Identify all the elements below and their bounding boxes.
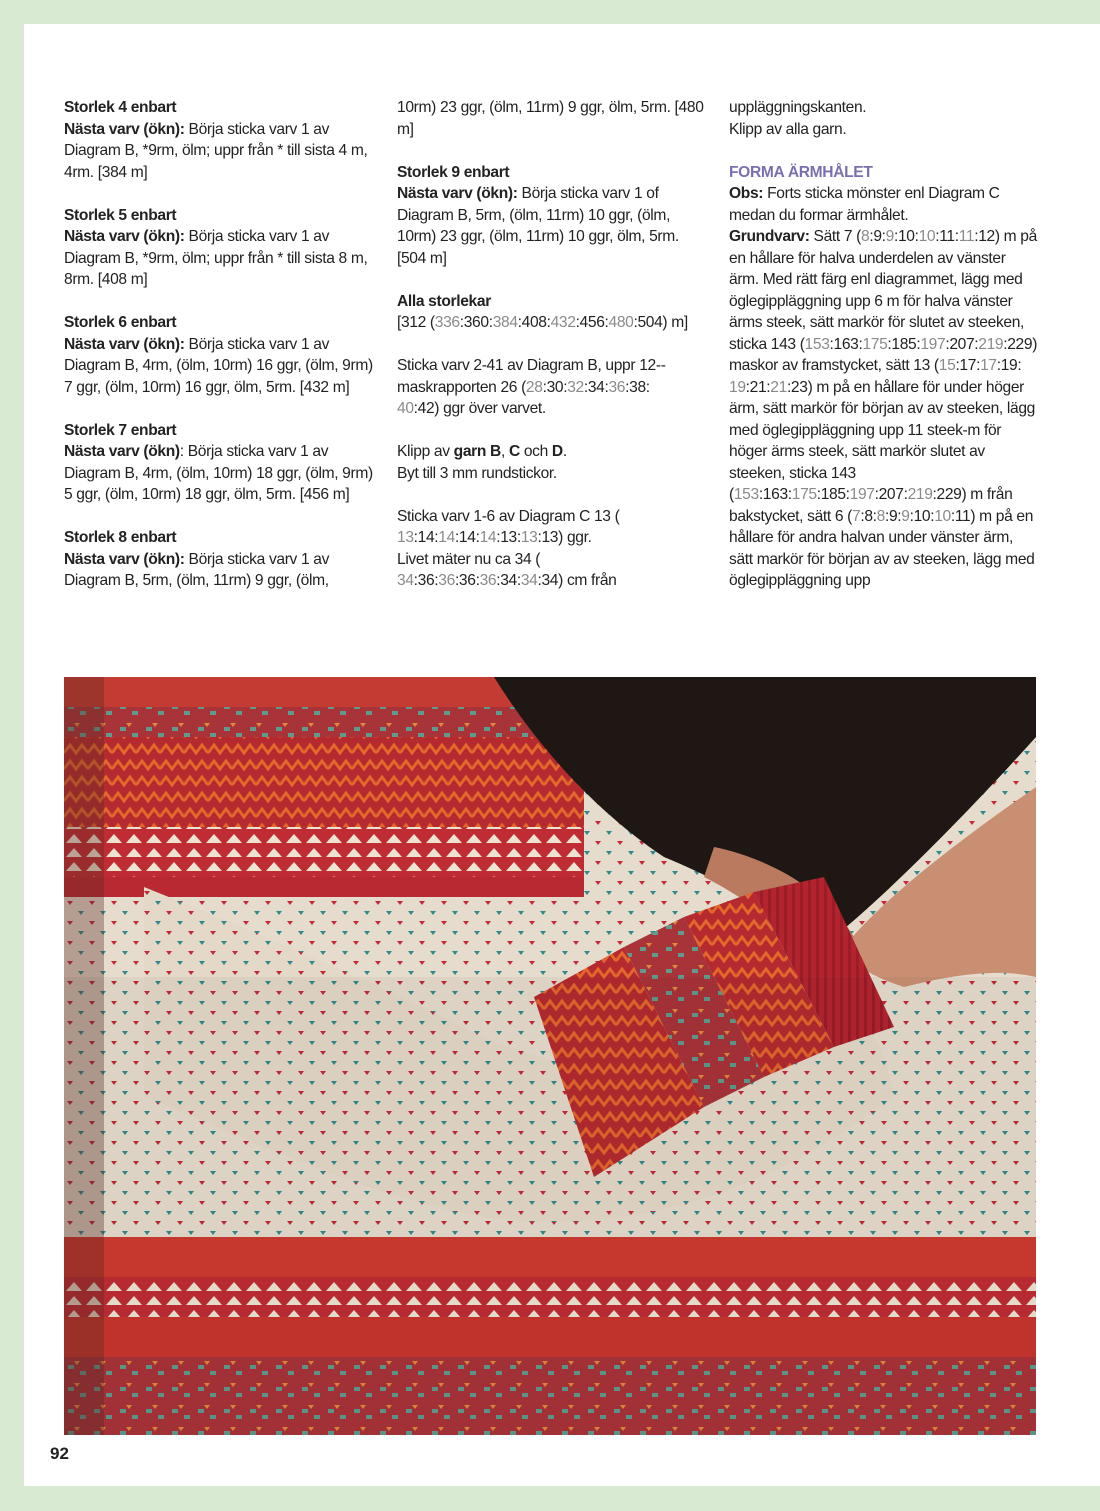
sweater-illustration bbox=[64, 677, 1036, 1435]
size-6-heading: Storlek 6 enbart bbox=[64, 314, 177, 331]
cut-yarn-text: Klipp av bbox=[397, 443, 454, 460]
text-column-3 bbox=[729, 97, 1039, 592]
size-value: 197 bbox=[849, 486, 875, 503]
yarn-c-label: C bbox=[508, 443, 520, 460]
size-value: 8 bbox=[876, 507, 885, 525]
next-row-label: Nästa varv (ökn): bbox=[64, 550, 185, 568]
size-value: 11 bbox=[954, 507, 971, 525]
size-9-paragraph bbox=[397, 162, 707, 270]
size-value: 9 bbox=[885, 228, 894, 245]
size-value: 23 bbox=[790, 378, 808, 396]
size-value: 19 bbox=[729, 378, 746, 396]
size-value: 13 bbox=[397, 529, 414, 546]
size-8-instructions-continued: 10rm) 23 ggr, (ölm, 11rm) 9 ggr, ölm, 5rm. [480 m] bbox=[397, 99, 704, 138]
size-value: 185 bbox=[891, 335, 917, 353]
size-value: 14 bbox=[417, 529, 435, 546]
size-value: 175 bbox=[791, 486, 817, 503]
base-row-text: ) m på en hållare för halva underdelen av vänster ärm. Med rätt färg enl diagrammet, lägg med öglegippläggning upp 6 m för halva vänster ärms steek, sätt markör för slutet av steeken, sticka 143 ( bbox=[729, 228, 1037, 353]
size-value: 229 bbox=[936, 486, 962, 503]
size-9-instructions: Börja sticka varv 1 of Diagram B, 5rm, (ölm, 11rm) 10 ggr, (ölm, 10rm) 23 ggr, (ölm, 11rm) 10 ggr, ölm, 5rm. [504 m] bbox=[397, 185, 679, 267]
size-value: 13 bbox=[500, 529, 517, 546]
obs-text: Forts sticka mönster enl Diagram C medan du formar ärmhålet. bbox=[729, 185, 1000, 224]
text-column-1 bbox=[64, 97, 374, 592]
separator: . bbox=[562, 443, 567, 460]
size-value: 17 bbox=[980, 357, 997, 374]
size-value: 11 bbox=[958, 228, 975, 245]
size-value: 14 bbox=[438, 529, 455, 546]
size-value: 153 bbox=[733, 486, 759, 503]
size-value: 36 bbox=[417, 572, 435, 589]
diagram-c-text-end: ) ggr. bbox=[558, 529, 592, 546]
size-value: 36 bbox=[458, 572, 476, 589]
size-value: 229 bbox=[1007, 335, 1033, 353]
size-7-heading: Storlek 7 enbart bbox=[64, 421, 177, 439]
section-heading: FORMA ÄRMHÅLET bbox=[729, 163, 873, 181]
size-8-paragraph bbox=[64, 527, 374, 592]
size-value: 408 bbox=[521, 314, 547, 331]
size-value: 42 bbox=[417, 400, 435, 417]
size-value: 11 bbox=[939, 228, 955, 245]
rows-2-41-text: Sticka varv 2-41 av Diagram B, uppr 12--maskrapporten 26 ( bbox=[397, 357, 666, 396]
obs-label: Obs: bbox=[729, 185, 764, 202]
size-value: 163 bbox=[762, 486, 788, 503]
size-value: 185 bbox=[820, 486, 846, 503]
size-value: 384 bbox=[492, 314, 518, 331]
size-value: 175 bbox=[862, 335, 888, 353]
size-value: 432 bbox=[550, 314, 576, 331]
size-value: 40 bbox=[397, 400, 414, 417]
diagram-c-text: Sticka varv 1-6 av Diagram C 13 ( bbox=[397, 507, 620, 525]
size-value: 480 bbox=[608, 314, 634, 331]
change-needles-text: Byt till 3 mm rundstickor. bbox=[397, 464, 557, 482]
base-row-text: ) m på en hållare för andra halvan under vänster ärm, sätt markör för början av av steeken, lägg med öglegippläggning upp bbox=[729, 507, 1035, 589]
size-6-instructions: Börja sticka varv 1 av Diagram B, 4rm, (ölm, 10rm) 16 ggr, (ölm, 9rm) 7 ggr, (ölm, 10rm) 16 ggr, ölm, 5rm. [432 m] bbox=[64, 335, 373, 396]
size-value: 34 bbox=[587, 378, 605, 396]
size-value: 34 bbox=[500, 572, 517, 589]
size-value: 13 bbox=[520, 529, 538, 546]
size-5-heading: Storlek 5 enbart bbox=[64, 206, 177, 224]
base-row-label: Grundvarv: bbox=[729, 228, 810, 245]
all-sizes-paragraph: Alla storlekar [312 (336:360:384:408:432:456:480:504) m] bbox=[397, 292, 688, 331]
size-value: 207 bbox=[949, 335, 975, 353]
size-8-continued bbox=[397, 97, 707, 140]
body-measure-text-end: ) cm från bbox=[558, 572, 617, 589]
size-value: 153 bbox=[804, 335, 830, 353]
cut-all-yarn-text: Klipp av alla garn. bbox=[729, 120, 847, 138]
next-row-label: Nästa varv (ökn): bbox=[64, 228, 185, 245]
size-value: 34 bbox=[520, 572, 538, 589]
base-row-text: Sätt 7 ( bbox=[809, 228, 862, 245]
size-value: 36 bbox=[438, 572, 455, 589]
size-value: 36 bbox=[479, 572, 497, 589]
size-value: 34 bbox=[397, 572, 414, 589]
body-measure-text: Livet mäter nu ca 34 ( bbox=[397, 550, 541, 568]
size-value: 21 bbox=[770, 378, 787, 396]
size-value: 10 bbox=[934, 507, 951, 525]
page-number: 92 bbox=[50, 1444, 69, 1463]
size-value: 219 bbox=[978, 335, 1004, 353]
size-value: 7 bbox=[852, 507, 861, 525]
size-value: 8 bbox=[861, 228, 870, 245]
all-sizes-open: [312 ( bbox=[397, 314, 435, 331]
yarn-b-label: garn B bbox=[453, 443, 501, 460]
size-5-paragraph bbox=[64, 205, 374, 291]
text-column-2 bbox=[397, 97, 707, 592]
sweater-photo bbox=[64, 677, 1036, 1435]
size-value: 8 bbox=[864, 507, 873, 525]
armhole-section: FORMA ÄRMHÅLET Obs: Forts sticka mönster enl Diagram C medan du formar ärmhålet. Grundvarv: Sätt 7 (8:9:9:10:10:11:11:12) m på en hållare för halva underdelen av vänster ärm. Med rätt färg enl diagrammet, lägg med öglegippläggning upp 6 m för halva vänster ärms steek, sätt markör för slutet av steeken, sticka 143 (153:163:175:185:197:207:219:229) maskor av framstycket, sätt 13 (15:17:17:19: 19:21:21:23) m på en hållare för under höger ärm, sätt markör för början av av steeken, lägg med öglegippläggning upp 11 steek-m för höger ärms steek, sätt markör slutet av steeken, sticka 143 (153:163:175:185:197:207:219:229) m från bakstycket, sätt 6 (7:8:8:9:9:10:10:11) m på en hållare för andra halvan under vänster ärm, sätt markör för början av av steeken, lägg med öglegippläggning upp bbox=[729, 163, 1038, 589]
size-value: 21 bbox=[749, 378, 767, 396]
separator: , bbox=[500, 443, 509, 460]
size-8-heading: Storlek 8 enbart bbox=[64, 529, 177, 546]
size-value: 30 bbox=[546, 378, 564, 396]
size-value: 10 bbox=[897, 228, 915, 245]
base-row-text: ) maskor av framstycket, sätt 13 ( bbox=[729, 335, 1038, 374]
rows-2-41-text-end: ) ggr över varvet. bbox=[434, 400, 546, 417]
size-value: 12 bbox=[978, 228, 995, 245]
size-4-instructions: Börja sticka varv 1 av Diagram B, *9rm, ölm; uppr från * till sista 4 m, 4rm. [384 m] bbox=[64, 120, 368, 181]
diagram-c-paragraph: Sticka varv 1-6 av Diagram C 13 ( 13:14:14:14:14:13:13:13) ggr. Livet mäter nu ca 34 ( 34:36:36:36:36:34:34:34) cm från bbox=[397, 507, 620, 589]
next-row-label: Nästa varv (ökn): bbox=[397, 185, 518, 202]
next-row-label: Nästa varv (ökn): bbox=[64, 120, 185, 138]
size-value: 219 bbox=[907, 486, 933, 503]
size-4-paragraph bbox=[64, 97, 374, 183]
size-value: 456 bbox=[579, 314, 605, 331]
size-value: 14 bbox=[458, 529, 476, 546]
size-4-heading: Storlek 4 enbart bbox=[64, 99, 177, 116]
size-6-paragraph bbox=[64, 312, 374, 398]
size-value: 10 bbox=[918, 228, 936, 245]
size-value: 504 bbox=[637, 314, 663, 331]
size-value: 360 bbox=[463, 314, 489, 331]
size-value: 9 bbox=[901, 507, 910, 525]
size-7-paragraph bbox=[64, 420, 374, 506]
size-value: 19 bbox=[1000, 357, 1018, 374]
size-5-instructions: Börja sticka varv 1 av Diagram B, *9rm, ölm; uppr från * till sista 8 m, 8rm. [408 m] bbox=[64, 228, 368, 288]
size-value: 13 bbox=[541, 529, 559, 546]
size-value: 36 bbox=[608, 378, 626, 396]
next-row-label: Nästa varv (ökn): bbox=[64, 335, 185, 353]
size-8-instructions: Börja sticka varv 1 av Diagram B, 5rm, (ölm, 11rm) 9 ggr, (ölm, bbox=[64, 550, 330, 589]
size-value: 10 bbox=[913, 507, 931, 525]
size-7-instructions: : Börja sticka varv 1 av Diagram B, 4rm, (ölm, 10rm) 18 ggr, (ölm, 9rm) 5 ggr, (ölm, 10rm) 18 ggr, ölm, 5rm. [456 m] bbox=[64, 443, 373, 503]
size-value: 336 bbox=[434, 314, 460, 331]
col3-continued bbox=[729, 97, 1039, 140]
all-sizes-close: ) m] bbox=[662, 314, 688, 331]
size-value: 28 bbox=[525, 378, 543, 396]
size-value: 32 bbox=[567, 378, 584, 396]
yarn-d-label: D bbox=[551, 443, 563, 460]
base-row-text: ) m från bakstycket, sätt 6 ( bbox=[729, 486, 1013, 525]
base-row-text: ) m på en hållare för under höger ärm, sätt markör för början av av steeken, lägg med öglegippläggning upp 11 steek-m för höger ärms steek, sätt markör slutet av steeken, sticka 143 ( bbox=[729, 378, 1035, 503]
cast-on-edge-text: uppläggningskanten. bbox=[729, 99, 867, 116]
size-value: 9 bbox=[888, 507, 898, 525]
size-value: 17 bbox=[959, 357, 977, 374]
all-sizes-heading: Alla storlekar bbox=[397, 292, 491, 310]
separator: och bbox=[519, 443, 552, 460]
size-value: 197 bbox=[920, 335, 946, 353]
size-value: 163 bbox=[833, 335, 859, 353]
size-value: 14 bbox=[479, 529, 497, 546]
next-row-label: Nästa varv (ökn) bbox=[64, 443, 180, 460]
size-value: 34 bbox=[541, 572, 559, 589]
size-value: 207 bbox=[878, 486, 904, 503]
page bbox=[24, 24, 1100, 1486]
size-value: 38 bbox=[629, 378, 646, 396]
size-value: 15 bbox=[938, 357, 956, 374]
rows-2-41-paragraph: Sticka varv 2-41 av Diagram B, uppr 12--maskrapporten 26 (28:30:32:34:36:38: 40:42) ggr över varvet. bbox=[397, 357, 666, 417]
size-9-heading: Storlek 9 enbart bbox=[397, 163, 510, 181]
size-value: 9 bbox=[873, 228, 882, 245]
cut-yarn-paragraph bbox=[397, 441, 707, 484]
